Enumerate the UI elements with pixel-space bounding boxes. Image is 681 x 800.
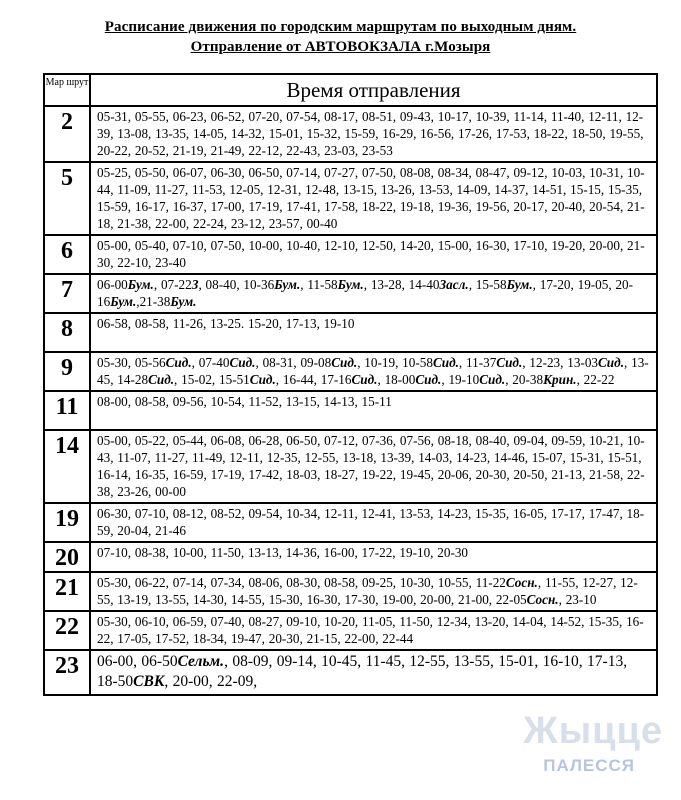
- stop-abbreviation: Сид.: [229, 355, 256, 370]
- times-text: 05-25, 05-50, 06-07, 06-30, 06-50, 07-14, 07-27, 07-50, 08-08, 08-34, 08-47, 09-12, 10-03, 10-31, 10-44, 11-09, 11-27, 11-53, 12-05, 12-31, 12-48, 13-15, 13-26, 13-53, 14-09, 14-37, 14-51, 15-15, 15-35, 15-59, 16-17, 16-37, 17-00, 17-19, 17-41, 17-58, 18-22, 19-18, 19-36, 19-56, 20-17, 20-40, 20-54, 21-18, 21-38, 22-00, 22-24, 23-12, 23-57, 00-40: [97, 165, 645, 231]
- departure-times: [90, 572, 657, 611]
- route-number: 21: [44, 572, 90, 611]
- stop-abbreviation: Бум.: [127, 277, 154, 292]
- times-text: , 13-45, 14-28: [97, 355, 649, 387]
- times-text: , 23-10: [558, 592, 597, 607]
- stop-abbreviation: Сид.: [496, 355, 523, 370]
- times-text: , 20-00, 22-09,: [164, 673, 258, 690]
- times-text: , 15-02, 15-51: [174, 372, 250, 387]
- times-text: , 19-10: [441, 372, 480, 387]
- times-text: 08-00, 08-58, 09-56, 10-54, 11-52, 13-15, 14-13, 15-11: [97, 394, 392, 409]
- times-text: , 08-09, 09-14, 10-45, 11-45, 12-55, 13-55, 15-01, 16-10, 17-13, 18-50: [97, 653, 628, 690]
- route-number: 2: [44, 106, 90, 162]
- newspaper-watermark: [493, 710, 663, 790]
- watermark-line2: ПАЛЕССЯ: [543, 756, 635, 775]
- route-number: 9: [44, 352, 90, 391]
- departure-times: [90, 235, 657, 274]
- departure-times: [90, 542, 657, 572]
- departure-times: [90, 274, 657, 313]
- times-text: , 13-28, 14-40: [363, 277, 440, 292]
- departure-times: [90, 106, 657, 162]
- stop-abbreviation: Сид.: [415, 372, 442, 387]
- times-text: 05-30, 06-22, 07-14, 07-34, 08-06, 08-30, 08-58, 09-25, 10-30, 10-55, 11-22: [97, 575, 506, 590]
- stop-abbreviation: Сид.: [331, 355, 358, 370]
- times-text: 06-30, 07-10, 08-12, 08-52, 09-54, 10-34, 12-11, 12-41, 13-53, 14-23, 15-35, 16-05, 17-17, 17-47, 18-59, 20-04, 21-46: [97, 506, 645, 538]
- time-column-header: Время отправления: [90, 74, 657, 106]
- schedule-title: Расписание движения по городским маршрутам по выходным дням.: [104, 19, 577, 35]
- times-text: , 22-22: [576, 372, 615, 387]
- times-text: 06-00, 06-50: [97, 653, 178, 670]
- schedule-subtitle: Отправление от АВТОВОКЗАЛА г.Мозыря: [190, 39, 491, 55]
- stop-abbreviation: Сид.: [165, 355, 192, 370]
- stop-abbreviation: З: [191, 277, 199, 292]
- route-number: 11: [44, 391, 90, 430]
- departure-times: [90, 162, 657, 235]
- times-text: , 11-37: [458, 355, 497, 370]
- stop-abbreviation: Бум.: [274, 277, 301, 292]
- stop-abbreviation: Крин.: [543, 372, 577, 387]
- route-number: 19: [44, 503, 90, 542]
- times-text: , 11-58: [300, 277, 338, 292]
- times-text: 05-30, 06-10, 06-59, 07-40, 08-27, 09-10, 10-20, 11-05, 11-50, 12-34, 13-20, 14-04, 14-52, 15-35, 16-22, 17-05, 17-52, 18-34, 19-47, 20-30, 21-15, 22-00, 22-44: [97, 614, 644, 646]
- table-header-row: [44, 74, 657, 106]
- route-number: 8: [44, 313, 90, 352]
- times-text: , 20-38: [505, 372, 544, 387]
- departure-times: [90, 430, 657, 503]
- route-number: 23: [44, 650, 90, 695]
- times-text: 05-31, 05-55, 06-23, 06-52, 07-20, 07-54, 08-17, 08-51, 09-43, 10-17, 10-39, 11-14, 11-40, 12-11, 12-39, 13-08, 13-35, 14-05, 14-32, 15-01, 15-32, 15-59, 16-29, 16-56, 17-26, 17-53, 18-22, 18-50, 19-55, 20-22, 20-52, 21-19, 21-49, 22-12, 22-43, 23-03, 23-53: [97, 109, 644, 158]
- stop-abbreviation: Сид.: [479, 372, 506, 387]
- table-row: [44, 162, 657, 235]
- times-text: , 08-31, 09-08: [255, 355, 332, 370]
- departure-times: [90, 650, 657, 695]
- watermark-line1: Жыцце: [523, 710, 663, 752]
- times-text: , 15-58: [468, 277, 507, 292]
- times-text: 06-00: [97, 277, 128, 292]
- departure-times: [90, 391, 657, 430]
- times-text: 05-00, 05-40, 07-10, 07-50, 10-00, 10-40, 12-10, 12-50, 14-20, 15-00, 16-30, 17-10, 19-20, 20-00, 21-30, 22-10, 23-40: [97, 238, 645, 270]
- stop-abbreviation: Сид.: [432, 355, 459, 370]
- table-row: [44, 430, 657, 503]
- table-row: [44, 391, 657, 430]
- times-text: , 08-40, 10-36: [198, 277, 275, 292]
- route-number: 7: [44, 274, 90, 313]
- table-row: [44, 611, 657, 650]
- times-text: 05-30, 05-56: [97, 355, 166, 370]
- table-row: [44, 503, 657, 542]
- stop-abbreviation: Сосн.: [526, 592, 559, 607]
- times-text: , 10-19, 10-58: [357, 355, 433, 370]
- times-text: , 07-22: [153, 277, 192, 292]
- stop-abbreviation: Засл.: [439, 277, 469, 292]
- stop-abbreviation: Бум.: [110, 294, 137, 309]
- table-row: [44, 542, 657, 572]
- times-text: , 18-00: [377, 372, 416, 387]
- departure-times: [90, 503, 657, 542]
- stop-abbreviation: СВК: [133, 673, 165, 690]
- route-number: 20: [44, 542, 90, 572]
- times-text: ,21-38: [136, 294, 171, 309]
- table-row: [44, 274, 657, 313]
- stop-abbreviation: Бум.: [506, 277, 533, 292]
- times-text: 06-58, 08-58, 11-26, 13-25. 15-20, 17-13, 19-10: [97, 316, 355, 331]
- table-row: [44, 235, 657, 274]
- stop-abbreviation: Сид.: [598, 355, 624, 370]
- times-text: , 07-40: [191, 355, 230, 370]
- table-row: [44, 572, 657, 611]
- times-text: 07-10, 08-38, 10-00, 11-50, 13-13, 14-36, 16-00, 17-22, 19-10, 20-30: [97, 545, 469, 560]
- route-number: 14: [44, 430, 90, 503]
- table-row: [44, 313, 657, 352]
- table-row: [44, 106, 657, 162]
- stop-abbreviation: Сид.: [148, 372, 175, 387]
- route-column-header: Мар шрут: [44, 74, 90, 106]
- departure-times: [90, 313, 657, 352]
- route-number: 22: [44, 611, 90, 650]
- times-text: 05-00, 05-22, 05-44, 06-08, 06-28, 06-50, 07-12, 07-36, 07-56, 08-18, 08-40, 09-04, 09-59, 10-21, 10-43, 11-07, 11-27, 11-49, 12-11, 12-35, 12-55, 13-18, 13-39, 14-03, 14-23, 14-46, 15-07, 15-31, 15-51, 16-14, 16-35, 16-59, 17-19, 17-42, 18-03, 18-27, 19-22, 19-45, 20-06, 20-30, 20-50, 21-13, 21-58, 22-38, 23-26, 00-00: [97, 433, 645, 499]
- route-number: 5: [44, 162, 90, 235]
- route-number: 6: [44, 235, 90, 274]
- times-text: , 12-23, 13-03: [522, 355, 599, 370]
- departure-times: [90, 352, 657, 391]
- stop-abbreviation: Сельм.: [177, 653, 225, 670]
- stop-abbreviation: Сид.: [351, 372, 378, 387]
- times-text: , 17-20, 19-05, 20-16: [97, 277, 634, 309]
- table-row: [44, 352, 657, 391]
- stop-abbreviation: Бум.: [337, 277, 364, 292]
- stop-abbreviation: Сид.: [249, 372, 276, 387]
- table-row: [44, 650, 657, 695]
- schedule-table: [43, 73, 658, 696]
- departure-times: [90, 611, 657, 650]
- times-text: , 11-55, 12-27, 12-55, 13-19, 13-55, 14-30, 14-55, 15-30, 16-30, 17-30, 19-00, 20-00, 21-00, 22-05: [97, 575, 638, 607]
- stop-abbreviation: Сосн.: [505, 575, 538, 590]
- stop-abbreviation: Бум.: [170, 294, 197, 309]
- times-text: , 16-44, 17-16: [275, 372, 352, 387]
